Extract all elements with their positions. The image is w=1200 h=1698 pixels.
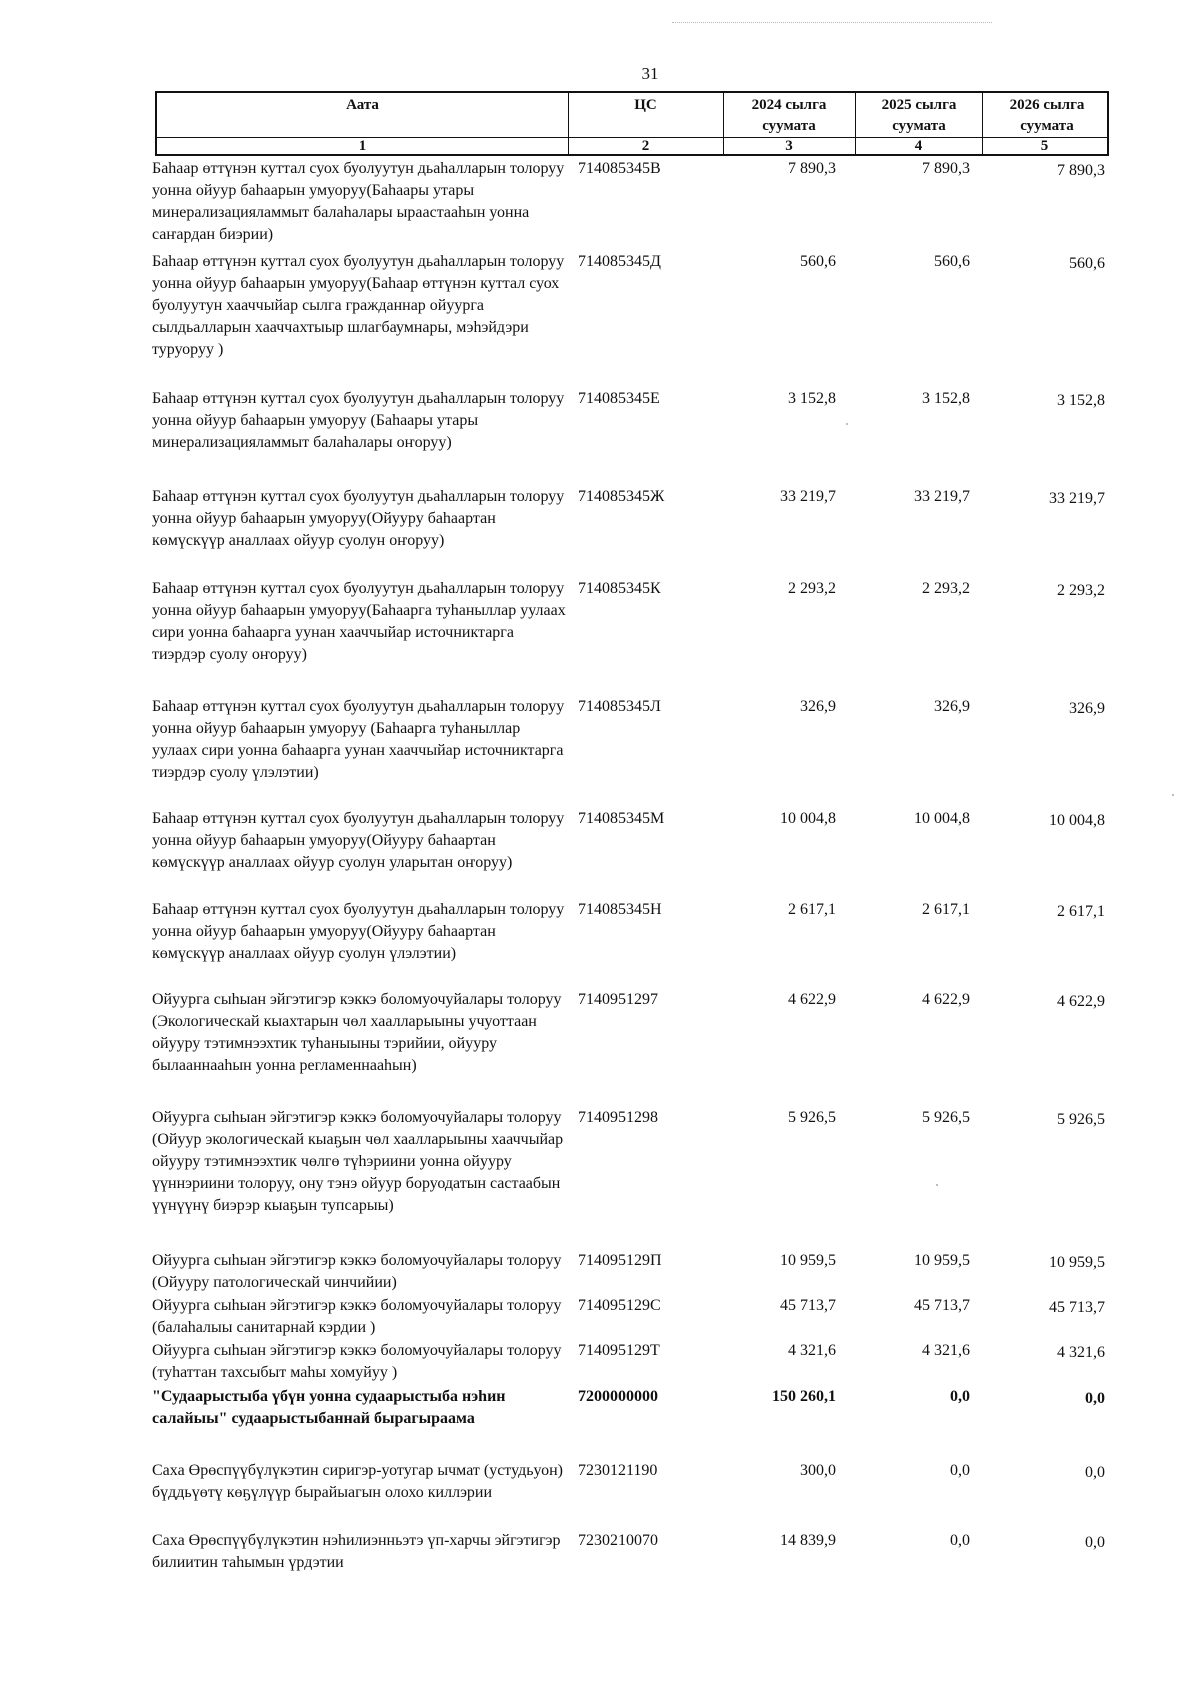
header-num-1: 1 [358, 138, 367, 154]
header-num-2: 2 [641, 138, 650, 154]
row-value-2024: 10 959,5 [780, 1252, 836, 1269]
row-name: Ойуурга сыһыан эйгэтигэр кэккэ боломуочуйалары толоруу (Экологическай кыахтарын чөл хаалларыыны учуоттаан ойууру тэтимнээхтик туһаныыны тэрийии, ойууру былааннааһын уонна регламеннааһын) [152, 991, 562, 1074]
row-name: Ойуурга сыһыан эйгэтигэр кэккэ боломуочуйалары толоруу (Ойуур экологическай кыаҕын чөл хаалларыыны хааччыйар ойууру тэтимнээхтик чөлгө түһэриини уонна ойууру үүннэриини толоруу, ону тэнэ ойуур боруодатын састаабын үүнүүнү биэрэр кыаҕын тупсарыы) [152, 1109, 564, 1214]
scan-artifact-line [672, 22, 992, 23]
row-name: Баһаар өттүнэн куттал суох буолуутун дьаһалларын толоруу уонна ойуур баһаарын умуоруу (Баһаарга туһаныллар уулаах сири уонна баһаарга уунан хааччыйар источниктарга тиэрдэр суолу үлэлэтии) [152, 698, 565, 781]
row-code: 714085345Ж [578, 488, 665, 505]
header-num-5: 5 [1040, 138, 1049, 154]
row-value-2026: 4 622,9 [1057, 993, 1105, 1010]
row-name: Ойуурга сыһыан эйгэтигэр кэккэ боломуочуйалары толоруу (балаһалыы санитарнай кэрдии ) [152, 1297, 562, 1336]
row-value-2025: 2 293,2 [922, 580, 970, 597]
row-value-2025: 10 959,5 [914, 1252, 970, 1269]
row-value-2026: 4 321,6 [1057, 1344, 1105, 1361]
row-code: 714085345В [578, 160, 661, 177]
row-name: Баһаар өттүнэн куттал суох буолуутун дьаһалларын толоруу уонна ойуур баһаарын умуоруу(Ойууру баһаартан көмүскүүр аналлаах ойуур суолун уларытан оҥоруу) [152, 810, 565, 871]
row-code: 714095129Т [578, 1342, 660, 1359]
row-value-2026: 0,0 [1085, 1390, 1105, 1407]
row-name: Ойуурга сыһыан эйгэтигэр кэккэ боломуочуйалары толоруу (Ойууру патологическай чинчийии) [152, 1252, 562, 1291]
row-value-2026: 2 293,2 [1057, 582, 1105, 599]
row-code: 714085345Н [578, 901, 662, 918]
row-value-2025: 10 004,8 [914, 810, 970, 827]
row-value-2026: 10 004,8 [1049, 812, 1105, 829]
row-code: 714095129П [578, 1252, 662, 1269]
row-name: Баһаар өттүнэн куттал суох буолуутун дьаһалларын толоруу уонна ойуур баһаарын умуоруу (Баһаары утары минерализацияламмыт балаһалары оҥоруу) [152, 390, 565, 451]
row-value-2024: 300,0 [800, 1462, 836, 1479]
row-value-2024: 4 321,6 [788, 1342, 836, 1359]
row-value-2024: 560,6 [800, 253, 836, 270]
row-value-2025: 7 890,3 [922, 160, 970, 177]
row-value-2025: 0,0 [950, 1532, 970, 1549]
row-value-2025: 0,0 [950, 1388, 970, 1405]
row-value-2024: 2 617,1 [788, 901, 836, 918]
header-code: ЦС [634, 97, 657, 113]
row-name: "Судаарыстыба үбүн уонна судаарыстыба нэһин салайыы" судаарыстыбаннай бырагыраама [152, 1388, 506, 1427]
row-code: 714095129С [578, 1297, 661, 1314]
row-code: 7140951297 [578, 991, 658, 1008]
header-num-3: 3 [785, 138, 793, 154]
row-value-2026: 33 219,7 [1049, 490, 1105, 507]
row-value-2026: 0,0 [1085, 1464, 1105, 1481]
row-value-2026: 7 890,3 [1057, 162, 1105, 179]
row-value-2026: 3 152,8 [1057, 392, 1105, 409]
row-value-2025: 4 321,6 [922, 1342, 970, 1359]
row-code: 714085345Д [578, 253, 661, 270]
row-code: 714085345К [578, 580, 661, 597]
row-value-2024: 10 004,8 [780, 810, 836, 827]
row-value-2025: 4 622,9 [922, 991, 970, 1008]
row-code: 7140951298 [578, 1109, 658, 1126]
row-value-2024: 150 260,1 [772, 1388, 836, 1405]
row-code: 7230121190 [578, 1462, 658, 1479]
header-2024: 2024 сылга суумата [751, 97, 827, 134]
page-number: 31 [641, 64, 659, 83]
row-code: 7230210070 [578, 1532, 658, 1549]
row-name: Саха Өрөспүүбүлүкэтин сиригэр-уотугар ычмат (устудьуон) бүддьүөтү көҕүлүүр бырайыагын олохо киллэрии [152, 1462, 563, 1501]
row-name: Баһаар өттүнэн куттал суох буолуутун дьаһалларын толоруу уонна ойуур баһаарын умуоруу(Баһаары утары минерализацияламмыт балаһалары ыраастааһын уонна саҥардан биэрии) [152, 160, 565, 243]
row-value-2025: 3 152,8 [922, 390, 970, 407]
row-value-2024: 5 926,5 [788, 1109, 836, 1126]
row-value-2025: 326,9 [934, 698, 970, 715]
row-value-2024: 33 219,7 [780, 488, 836, 505]
row-value-2024: 4 622,9 [788, 991, 836, 1008]
header-2025: 2025 сылга суумата [881, 97, 957, 134]
row-value-2026: 10 959,5 [1049, 1254, 1105, 1271]
row-value-2026: 0,0 [1085, 1534, 1105, 1551]
row-value-2026: 560,6 [1069, 255, 1105, 272]
row-value-2025: 560,6 [934, 253, 970, 270]
row-value-2024: 45 713,7 [780, 1297, 836, 1314]
row-value-2024: 14 839,9 [780, 1532, 836, 1549]
row-code: 714085345Е [578, 390, 660, 407]
scan-speck [1172, 794, 1174, 796]
row-value-2024: 326,9 [800, 698, 836, 715]
row-code: 714085345М [578, 810, 665, 827]
header-num-4: 4 [914, 138, 923, 154]
row-name: Баһаар өттүнэн куттал суох буолуутун дьаһалларын толоруу уонна ойуур баһаарын умуоруу(Баһаарга туһаныллар уулаах сири уонна баһаарга уунан хааччыйар источниктарга тиэрдэр суолу оҥоруу) [152, 580, 566, 663]
row-value-2024: 3 152,8 [788, 390, 836, 407]
row-value-2026: 326,9 [1069, 700, 1105, 717]
row-value-2024: 7 890,3 [788, 160, 836, 177]
row-name: Баһаар өттүнэн куттал суох буолуутун дьаһалларын толоруу уонна ойуур баһаарын умуоруу(Ойууру баһаартан көмүскүүр аналлаах ойуур суолун оҥоруу) [152, 488, 565, 549]
row-value-2025: 33 219,7 [914, 488, 970, 505]
header-2026: 2026 сылга суумата [1009, 97, 1085, 134]
row-code: 7200000000 [578, 1388, 658, 1405]
scan-speck [936, 1184, 938, 1186]
scan-speck [846, 423, 848, 425]
row-value-2025: 45 713,7 [914, 1297, 970, 1314]
row-value-2026: 45 713,7 [1049, 1299, 1105, 1316]
row-value-2026: 2 617,1 [1057, 903, 1105, 920]
row-name: Баһаар өттүнэн куттал суох буолуутун дьаһалларын толоруу уонна ойуур баһаарын умуоруу(Ойууру баһаартан көмүскүүр аналлаах ойуур суолун үлэлэтии) [152, 901, 565, 962]
table-header [155, 91, 1109, 156]
row-value-2024: 2 293,2 [788, 580, 836, 597]
row-code: 714085345Л [578, 698, 661, 715]
row-value-2025: 0,0 [950, 1462, 970, 1479]
row-name: Баһаар өттүнэн куттал суох буолуутун дьаһалларын толоруу уонна ойуур баһаарын умуоруу(Баһаар өттүнэн куттал суох буолуутун хааччыйар сылга гражданнар ойуурга сылдьалларын хааччахтыыр шлагбаумнары, мэһэйдэри туруоруу ) [152, 253, 565, 358]
row-value-2026: 5 926,5 [1057, 1111, 1105, 1128]
row-name: Саха Өрөспүүбүлүкэтин нэһилиэнньэтэ үп-харчы эйгэтигэр билиитин таһымын үрдэтии [152, 1532, 561, 1571]
row-value-2025: 5 926,5 [922, 1109, 970, 1126]
row-value-2025: 2 617,1 [922, 901, 970, 918]
header-name: Аата [346, 97, 379, 113]
row-name: Ойуурга сыһыан эйгэтигэр кэккэ боломуочуйалары толоруу (туһаттан тахсыбыт маһы хомуйуу ) [152, 1342, 562, 1381]
